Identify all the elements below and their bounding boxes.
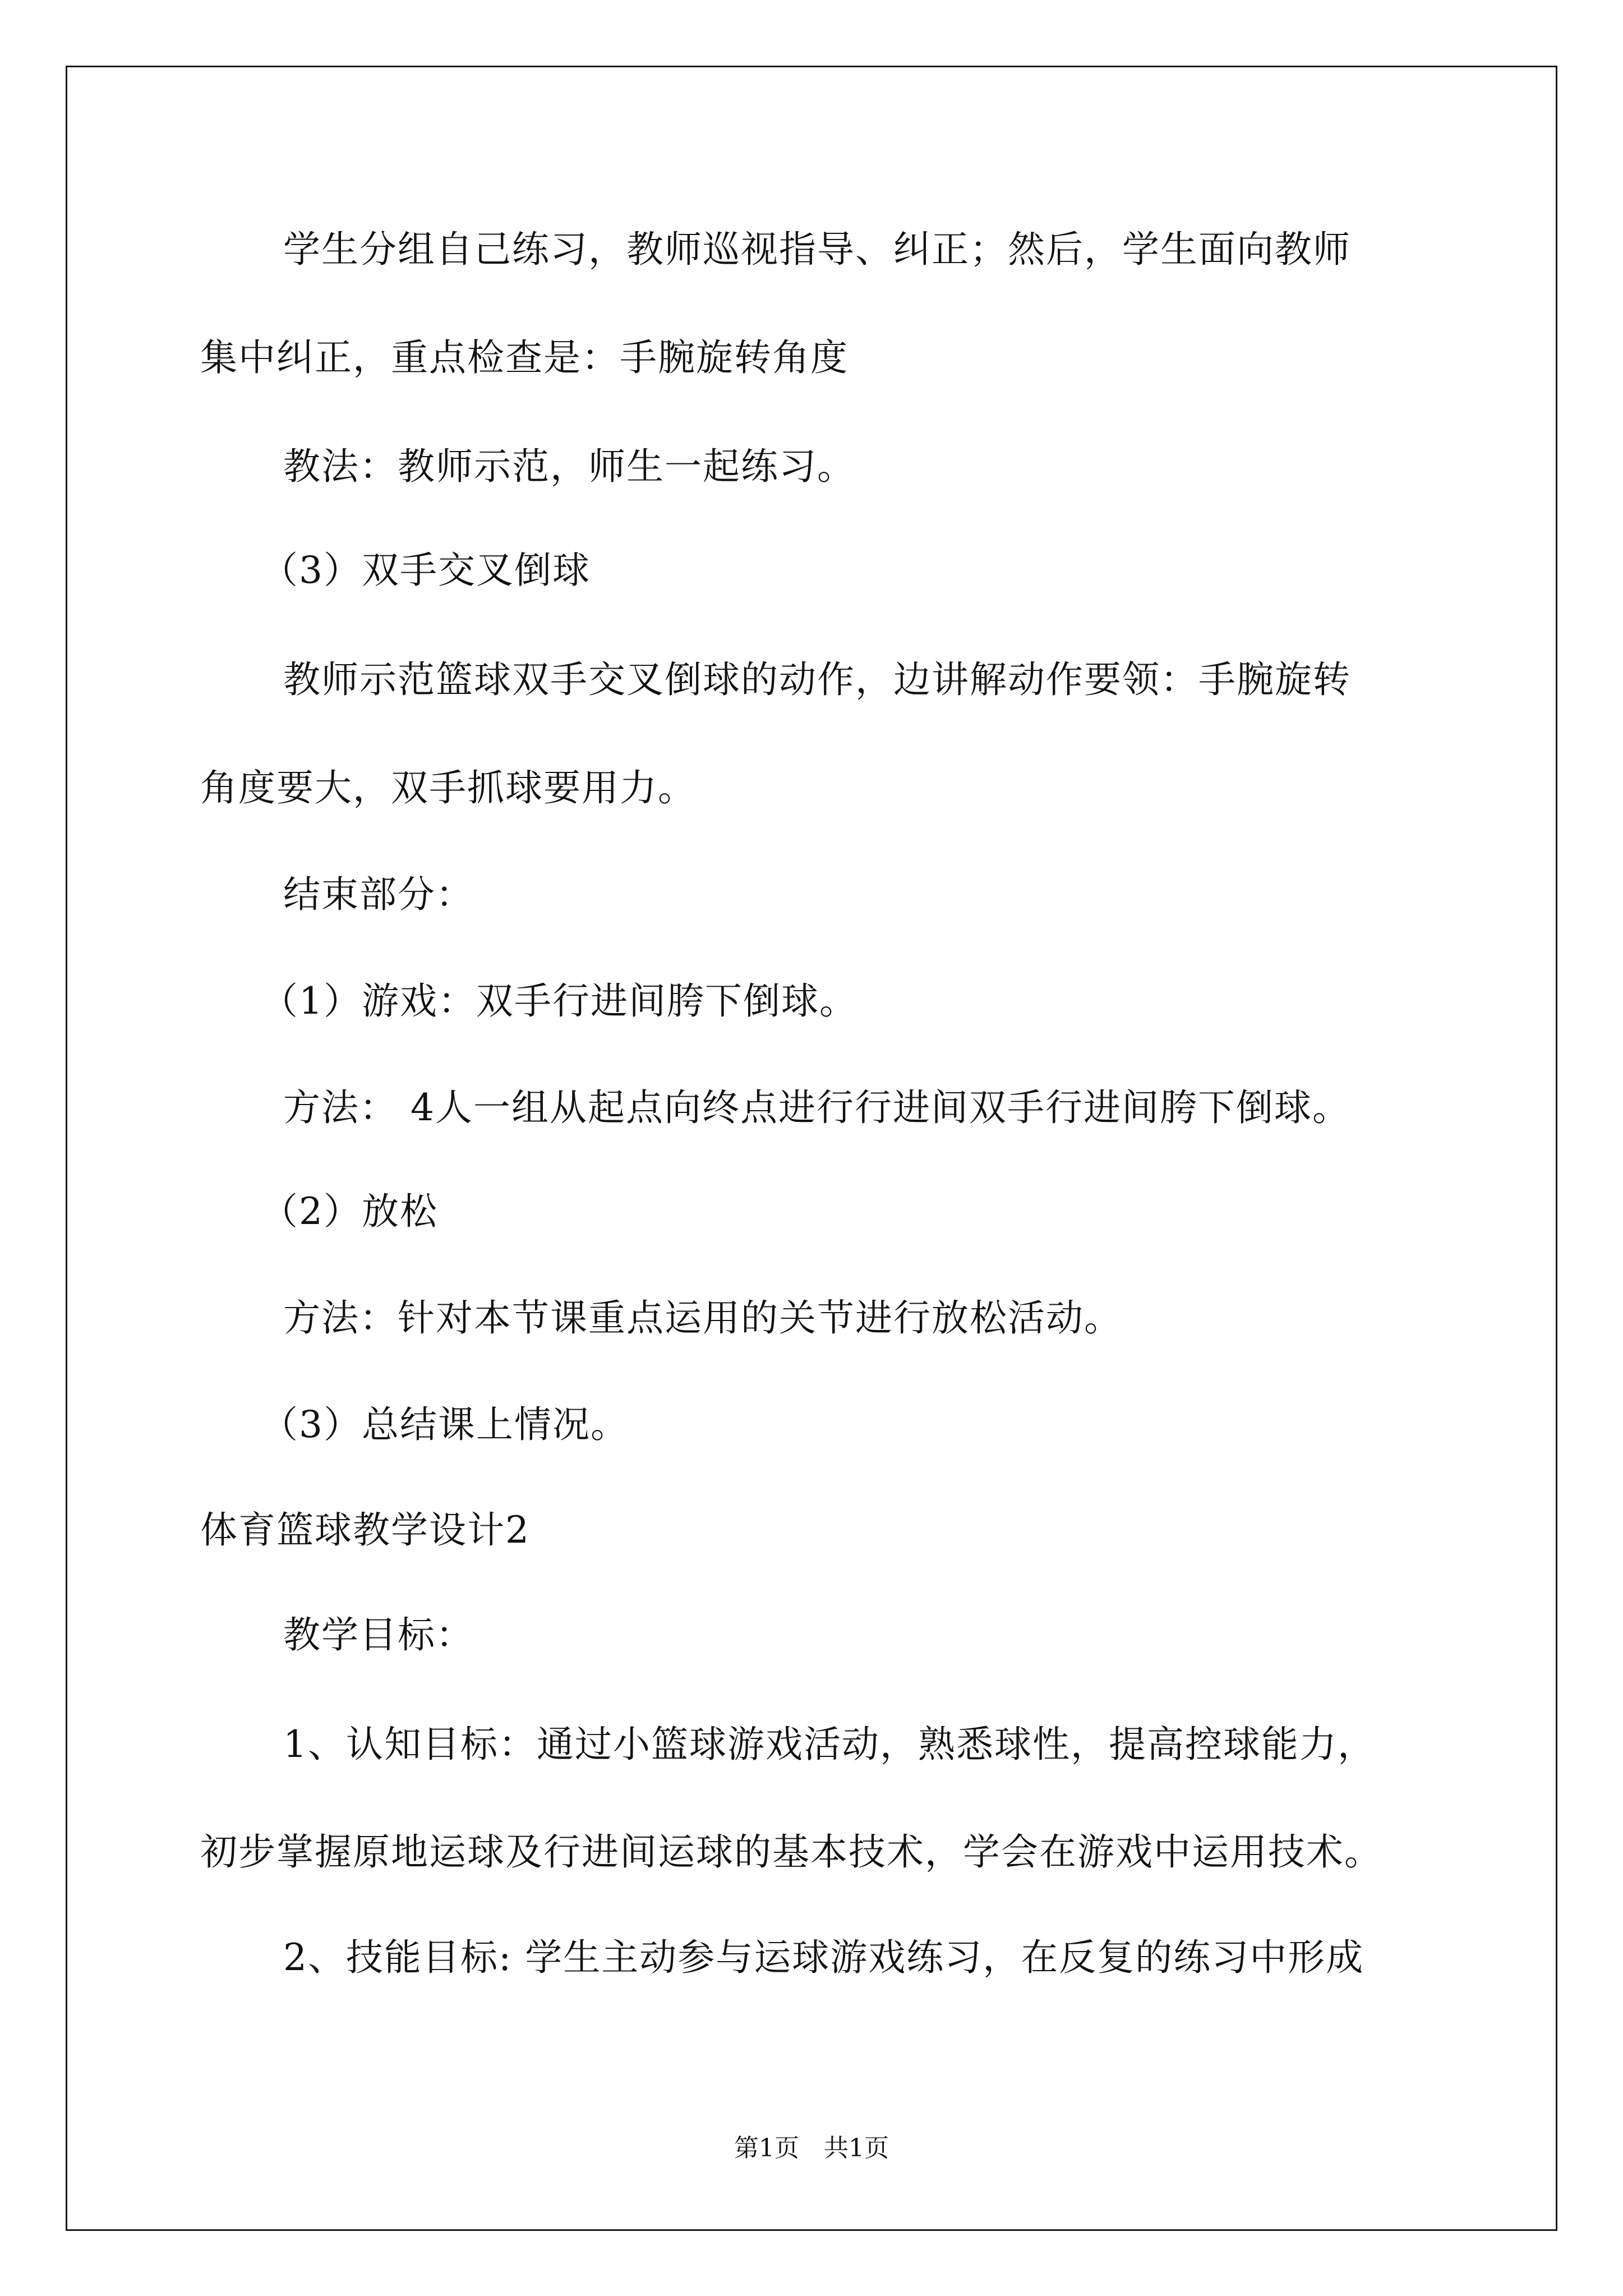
page-footer: 第1页 共1页 xyxy=(734,2134,889,2162)
section-heading-ending: 结束部分： xyxy=(283,873,474,916)
paragraph-line-15: 1、认知目标：通过小篮球游戏活动，熟悉球性，提高控球能力， xyxy=(283,1723,1376,1766)
document-section-title: 体育篮球教学设计2 xyxy=(200,1508,530,1552)
paragraph-line-16: 初步掌握原地运球及行进间运球的基本技术，学会在游戏中运用技术。 xyxy=(200,1830,1382,1874)
paragraph-line-1: 学生分组自己练习，教师巡视指导、纠正；然后，学生面向教师 xyxy=(283,228,1351,271)
paragraph-line-10: （2）放松 xyxy=(261,1190,438,1233)
paragraph-line-12: （3）总结课上情况。 xyxy=(261,1403,629,1446)
paragraph-line-17: 2、技能目标: 学生主动参与运球游戏练习，在反复的练习中形成 xyxy=(283,1936,1364,1979)
paragraph-line-2: 集中纠正，重点检查是：手腕旋转角度 xyxy=(200,336,849,379)
paragraph-line-5: 教师示范篮球双手交叉倒球的动作，边讲解动作要领：手腕旋转 xyxy=(283,658,1351,701)
paragraph-line-6: 角度要大，双手抓球要用力。 xyxy=(200,766,696,809)
paragraph-line-14: 教学目标： xyxy=(283,1613,474,1657)
paragraph-line-3: 教法：教师示范，师生一起练习。 xyxy=(283,445,855,488)
paragraph-line-11: 方法：针对本节课重点运用的关节进行放松活动。 xyxy=(283,1296,1122,1340)
paragraph-line-4: （3）双手交叉倒球 xyxy=(261,549,591,592)
paragraph-line-9: 方法： 4人一组从起点向终点进行行进间双手行进间胯下倒球。 xyxy=(283,1086,1350,1129)
page-border xyxy=(66,66,1557,2231)
paragraph-line-8: （1）游戏：双手行进间胯下倒球。 xyxy=(261,979,857,1023)
